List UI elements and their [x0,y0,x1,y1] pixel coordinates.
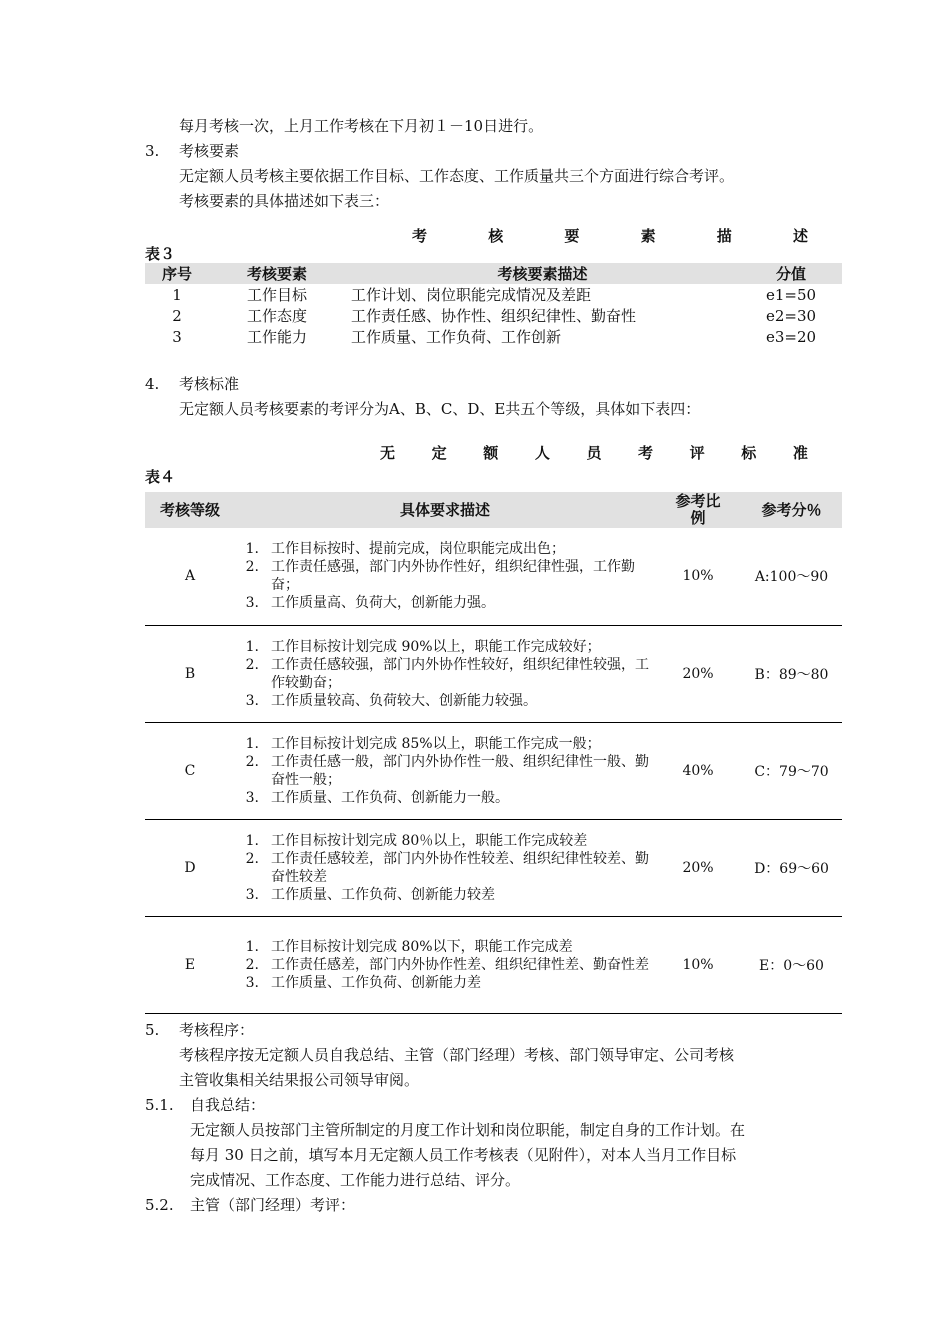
list-item [235,850,655,886]
section-3-paragraph: 无定额人员考核主要依据工作目标、工作态度、工作质量共三个方面进行综合考评。 [179,167,735,185]
section-3-title: 考核要素 [179,142,240,160]
item-number: 1. [245,541,259,558]
table-3 [145,263,842,347]
requirement-cell [235,916,655,1013]
table-row [145,326,842,347]
score-cell: C：79～70 [741,722,842,819]
requirement-list [235,540,655,612]
section-4-title: 考核标准 [179,375,240,393]
requirement-cell [235,528,655,625]
section-5-paragraph-line-2: 主管收集相关结果报公司领导审阅。 [179,1071,420,1089]
item-text: 工作目标按时、提前完成，岗位职能完成出色； [271,541,565,558]
ratio-cell: 10% [655,916,741,1013]
table-4-label: 表４ [145,468,176,486]
requirement-list [235,638,655,710]
section-5-1-number: 5.1. [145,1096,174,1114]
table-row [145,284,842,305]
list-item [235,638,655,656]
item-text: 工作目标按计划完成 80%以下，职能工作完成差 [271,938,573,955]
grade-cell: A [145,528,235,625]
list-item [235,974,655,992]
section-5-1-title: 自我总结： [190,1096,266,1114]
item-number: 3. [245,789,259,806]
table-4-header-score: 参考分％ [741,492,842,528]
list-item [235,956,655,974]
caption-char: 考 [638,444,654,462]
section-5-1-line-2: 每月 30 日之前，填写本月无定额人员工作考核表（见附件），对本人当月工作目标 [190,1146,737,1164]
item-text: 工作目标按计划完成 90%以上，职能工作完成较好； [271,638,601,655]
item-text: 工作质量、工作负荷、创新能力较差 [271,886,495,903]
caption-char: 人 [534,444,550,462]
table-cell: 1 [172,285,182,304]
ratio-cell: 40% [655,722,741,819]
caption-char: 员 [586,444,602,462]
item-number: 2. [245,753,259,770]
item-number: 1. [245,735,259,752]
requirement-cell [235,625,655,722]
caption-char: 定 [431,444,447,462]
score-cell: E：0～60 [741,916,842,1013]
table-3-header-description: 考核要素描述 [345,263,740,284]
requirement-list [235,832,655,904]
table-cell: e3=20 [765,327,817,346]
table-3-label: 表３ [145,245,176,263]
table-cell: 3 [172,327,182,346]
requirement-cell [235,722,655,819]
list-item [235,753,655,789]
table-3-caption [412,226,808,246]
item-number: 3. [245,886,259,903]
table-row [145,722,842,819]
caption-char: 要 [564,227,580,245]
score-cell: A:100～90 [741,528,842,625]
table-cell: 工作质量、工作负荷、工作创新 [351,328,562,346]
table-cell: 工作责任感、协作性、组织纪律性、勤奋性 [351,307,637,325]
requirement-list [235,735,655,807]
grade-cell: D [145,819,235,916]
caption-char: 标 [741,444,757,462]
list-item [235,540,655,558]
table-3-header-element: 考核要素 [209,263,345,284]
caption-char: 准 [792,444,808,462]
section-4-number: 4. [145,375,160,393]
item-number: 3. [245,595,259,612]
score-cell: B：89～80 [741,625,842,722]
table-3-header-row [145,263,842,284]
section-5-paragraph-line-1: 考核程序按无定额人员自我总结、主管（部门经理）考核、部门领导审定、公司考核 [179,1046,735,1064]
grade-cell: B [145,625,235,722]
list-item [235,938,655,956]
ratio-cell: 10% [655,528,741,625]
caption-char: 无 [380,444,396,462]
caption-char: 核 [488,227,504,245]
table-row [145,916,842,1013]
item-number: 1. [245,832,259,849]
score-cell: D：69～60 [741,819,842,916]
table-cell: 工作计划、岗位职能完成情况及差距 [351,286,592,304]
section-5-1-line-1: 无定额人员按部门主管所制定的月度工作计划和岗位职能，制定自身的工作计划。在 [190,1121,746,1139]
table-cell: 工作态度 [246,307,307,325]
table-4-header-description: 具体要求描述 [235,492,655,528]
item-number: 2. [245,559,259,576]
table-4 [145,492,842,1014]
item-text: 工作责任感一般，部门内外协作性一般、组织纪律性一般、勤奋性一般； [271,753,649,788]
item-text: 工作目标按计划完成 80％以上，职能工作完成较差 [271,832,588,849]
list-item [235,692,655,710]
item-number: 1. [245,938,259,955]
caption-char: 描 [716,227,732,245]
item-number: 2. [245,656,259,673]
requirement-list [235,938,655,992]
grade-cell: C [145,722,235,819]
item-text: 工作质量、工作负荷、创新能力一般。 [271,789,509,806]
item-text: 工作责任感较差，部门内外协作性较差、组织纪律性较差、勤奋性较差 [271,850,649,885]
caption-char: 素 [640,227,656,245]
table-4-header-row [145,492,842,528]
item-number: 1. [245,638,259,655]
item-text: 工作责任感差，部门内外协作性差、组织纪律性差、勤奋性差 [271,956,649,973]
ratio-cell: 20% [655,819,741,916]
table-3-header-score: 分值 [740,263,842,284]
table-row [145,625,842,722]
table-4-header-grade: 考核等级 [145,492,235,528]
list-item [235,656,655,692]
list-item [235,886,655,904]
list-item [235,735,655,753]
caption-char: 额 [483,444,499,462]
item-text: 工作目标按计划完成 85%以上，职能工作完成一般； [271,735,601,752]
section-5-2-title: 主管（部门经理）考评： [190,1196,356,1214]
item-text: 工作责任感较强，部门内外协作性较好，组织纪律性较强，工作较勤奋； [271,656,649,691]
table-row [145,305,842,326]
intro-line: 每月考核一次，上月工作考核在下月初１－10日进行。 [179,117,544,135]
table-cell: 2 [172,306,182,325]
item-number: 2. [245,850,259,867]
item-text: 工作质量、工作负荷、创新能力差 [271,974,481,991]
table-cell: e1=50 [765,285,817,304]
section-3-paragraph-2: 考核要素的具体描述如下表三： [179,192,390,210]
section-5-1-line-3: 完成情况、工作态度、工作能力进行总结、评分。 [190,1171,521,1189]
table-4-header-ratio: 参考比例 [655,492,741,528]
item-number: 2. [245,956,259,973]
section-5-number: 5. [145,1021,160,1039]
section-5-title: 考核程序： [179,1021,255,1039]
list-item [235,789,655,807]
caption-char: 评 [689,444,705,462]
table-3-header-index: 序号 [145,263,209,284]
section-5-2-number: 5.2. [145,1196,174,1214]
requirement-cell [235,819,655,916]
list-item [235,832,655,850]
list-item [235,558,655,594]
item-text: 工作责任感强，部门内外协作性好，组织纪律性强，工作勤奋； [271,559,635,594]
ratio-cell: 20% [655,625,741,722]
caption-char: 考 [412,227,428,245]
list-item [235,594,655,612]
section-4-paragraph: 无定额人员考核要素的考评分为A、B、C、D、E共五个等级，具体如下表四： [179,400,701,418]
item-number: 3. [245,692,259,709]
item-text: 工作质量较高、负荷较大、创新能力较强。 [271,692,537,709]
table-row [145,528,842,625]
grade-cell: E [145,916,235,1013]
table-4-caption [380,443,808,463]
item-text: 工作质量高、负荷大，创新能力强。 [271,595,495,612]
table-cell: e2=30 [765,306,817,325]
table-cell: 工作能力 [246,328,307,346]
caption-char: 述 [792,227,808,245]
table-row [145,819,842,916]
item-number: 3. [245,974,259,991]
section-3-number: 3. [145,142,160,160]
table-cell: 工作目标 [246,286,307,304]
